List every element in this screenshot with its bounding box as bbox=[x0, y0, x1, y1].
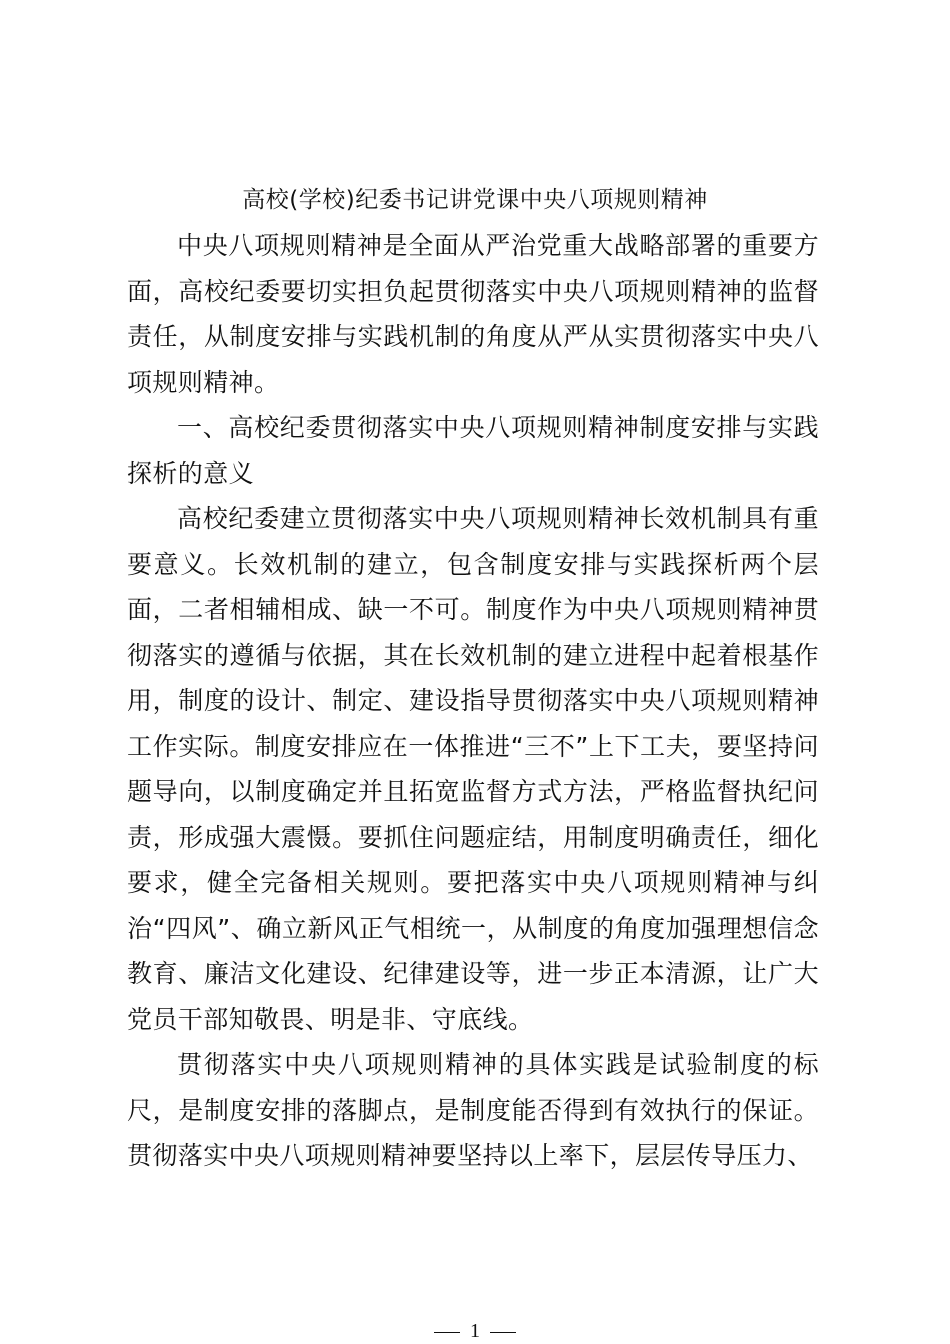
section-heading-1: 一、高校纪委贯彻落实中央八项规则精神制度安排与实践探析的意义 bbox=[127, 413, 819, 488]
page-number: 1 bbox=[470, 1320, 480, 1342]
document-body bbox=[127, 223, 819, 1179]
paragraph-practice: 贯彻落实中央八项规则精神的具体实践是试验制度的标尺，是制度安排的落脚点，是制度能否得到有效执行的保证。贯彻落实中央八项规则精神要坚持以上率下，层层传导压力、 bbox=[127, 1050, 819, 1170]
footer-dash-right bbox=[490, 1332, 516, 1333]
paragraph-intro: 中央八项规则精神是全面从严治党重大战略部署的重要方面，高校纪委要切实担负起贯彻落实中央八项规则精神的监督责任，从制度安排与实践机制的角度从严从实贯彻落实中央八项规则精神。 bbox=[127, 231, 819, 397]
paragraph-significance: 高校纪委建立贯彻落实中央八项规则精神长效机制具有重要意义。长效机制的建立，包含制度安排与实践探析两个层面，二者相辅相成、缺一不可。制度作为中央八项规则精神贯彻落实的遵循与依据，其在长效机制的建立进程中起着根基作用，制度的设计、制定、建设指导贯彻落实中央八项规则精神工作实际。制度安排应在一体推进“三不”上下工夫，要坚持问题导向，以制度确定并且拓宽监督方式方法，严格监督执纪问责，形成强大震慑。要抓住问题症结，用制度明确责任，细化要求，健全完备相关规则。要把落实中央八项规则精神与纠治“四风”、确立新风正气相统一，从制度的角度加强理想信念教育、廉洁文化建设、纪律建设等，进一步正本清源，让广大党员干部知敬畏、明是非、守底线。 bbox=[127, 504, 819, 1034]
footer-dash-left bbox=[434, 1332, 460, 1333]
document-title: 高校(学校)纪委书记讲党课中央八项规则精神 bbox=[242, 187, 708, 213]
page-footer bbox=[0, 1318, 950, 1344]
